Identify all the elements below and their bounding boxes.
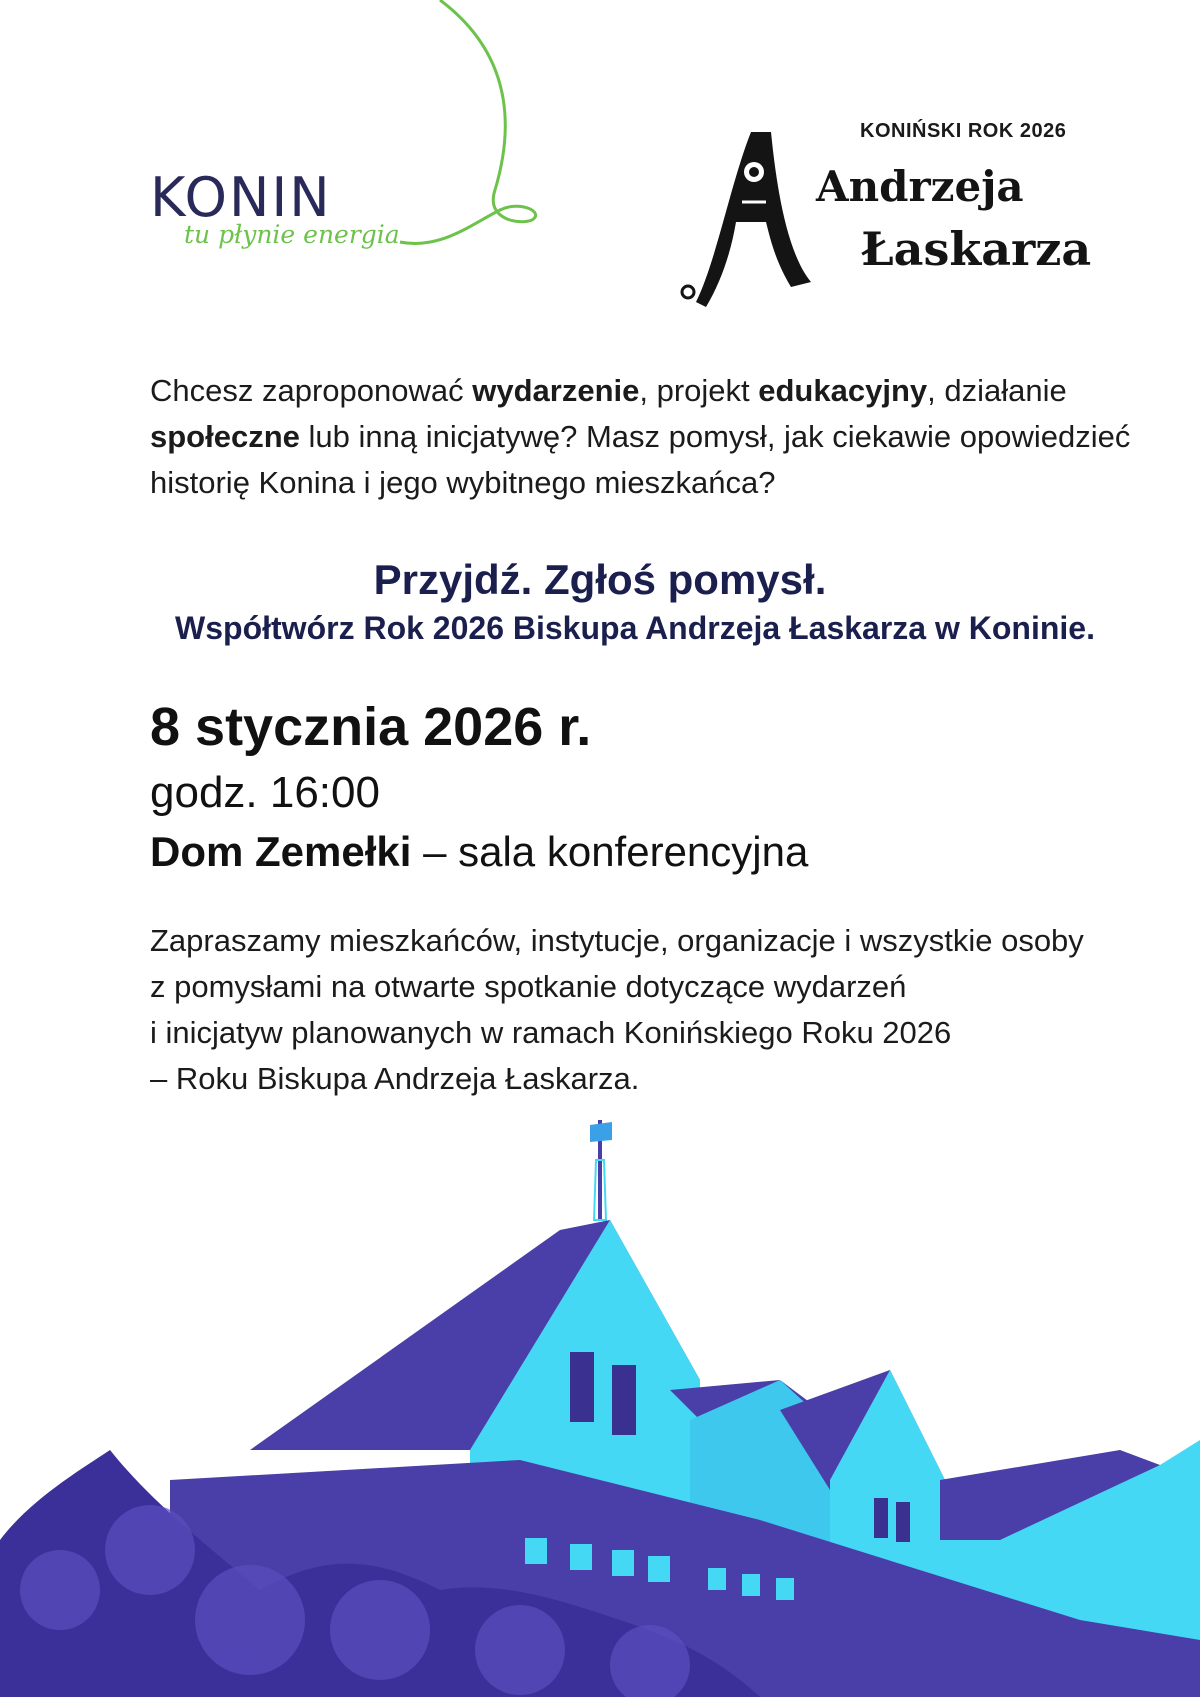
konin-tagline: tu płynie energia <box>184 220 400 249</box>
laskarz-logo <box>676 122 1096 312</box>
invitation-paragraph <box>150 918 1150 1102</box>
intro-paragraph <box>150 368 1150 506</box>
laskarz-line1: Andrzeja <box>816 162 1024 211</box>
castle-building-illustration <box>0 1120 1200 1697</box>
ornate-initial-a-icon <box>676 122 826 312</box>
invite-line: z pomysłami na otwarte spotkanie dotyczące wydarzeń <box>150 969 907 1004</box>
invite-line: – Roku Biskupa Andrzeja Łaskarza. <box>150 1061 640 1096</box>
event-time: godz. 16:00 <box>150 768 380 817</box>
event-venue <box>150 828 808 876</box>
intro-bold: wydarzenie <box>472 373 640 408</box>
intro-bold: społeczne <box>150 419 300 454</box>
headline: Przyjdź. Zgłoś pomysł. <box>373 556 827 603</box>
invite-line: Zapraszamy mieszkańców, instytucje, organizacje i wszystkie osoby <box>150 923 1084 958</box>
laskarz-line2: Łaskarza <box>861 222 1092 276</box>
konin-wordmark: KONIN <box>150 166 332 229</box>
subheadline: Współtwórz Rok 2026 Biskupa Andrzeja Łaskarza w Koninie. <box>175 610 1095 646</box>
invite-line: i inicjatyw planowanych w ramach Konińskiego Roku 2026 <box>150 1015 952 1050</box>
intro-text: Chcesz zaproponować <box>150 373 473 408</box>
konin-logo <box>150 168 420 258</box>
intro-text: lub inną inicjatywę? Masz pomysł, jak ciekawie opowiedzieć historię Konina i jego wybitnego mieszkańca? <box>150 419 1131 500</box>
rok-label: KONIŃSKI ROK 2026 <box>860 120 1067 142</box>
venue-name: Dom Zemełki <box>150 828 412 875</box>
event-date: 8 stycznia 2026 r. <box>150 697 592 757</box>
intro-bold: edukacyjny <box>758 373 928 408</box>
venue-detail: – sala konferencyjna <box>411 828 809 875</box>
intro-text: , projekt <box>639 373 759 408</box>
intro-text: , działanie <box>927 373 1067 408</box>
